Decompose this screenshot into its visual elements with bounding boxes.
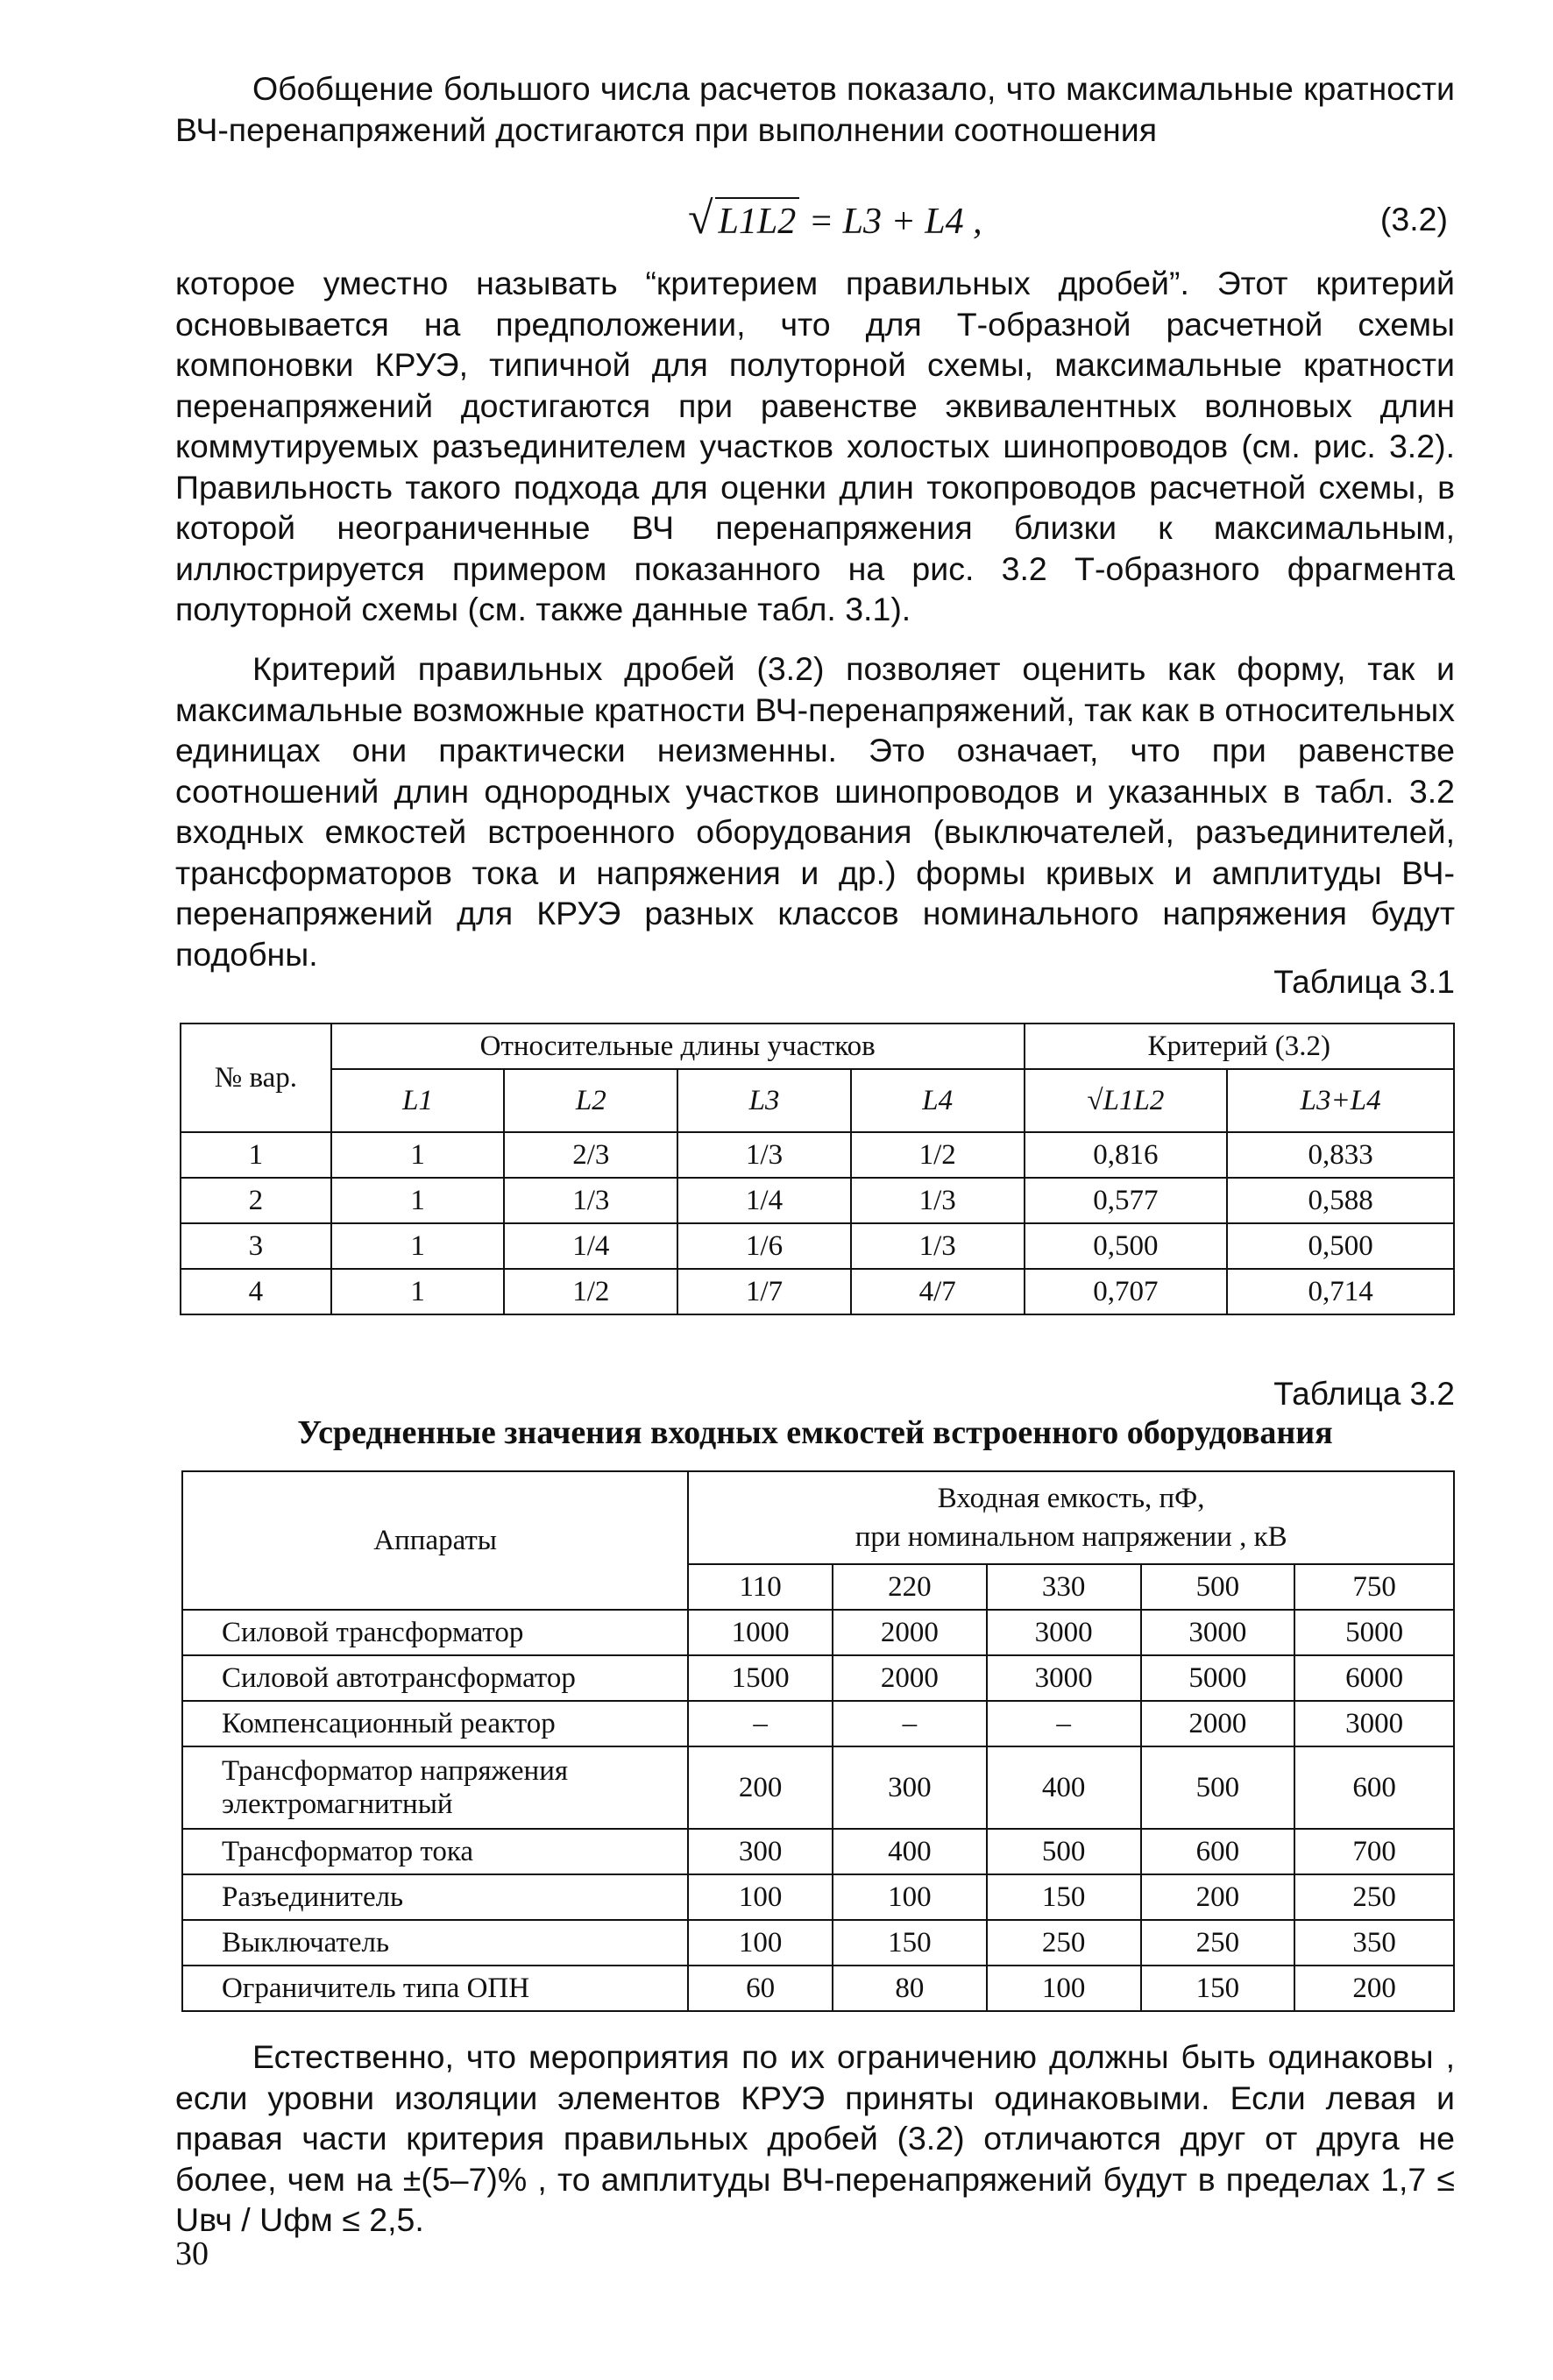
table-cell: 1/7	[677, 1269, 851, 1314]
row-label: Трансформатор напряжения электромагнитный	[182, 1746, 688, 1829]
header-voltage: 330	[987, 1564, 1141, 1610]
table-cell: 80	[833, 1966, 987, 2011]
radical-sign: √	[688, 194, 713, 244]
table-cell: 4/7	[851, 1269, 1025, 1314]
table-cell: 1/2	[851, 1132, 1025, 1178]
row-label: Силовой трансформатор	[182, 1610, 688, 1655]
header-apparatus: Аппараты	[182, 1471, 688, 1610]
table-row	[182, 1829, 1454, 1874]
table-cell: 6000	[1294, 1655, 1454, 1701]
table-cell: 250	[1294, 1874, 1454, 1920]
table-cell: 0,577	[1025, 1178, 1228, 1223]
header-criterion: Критерий (3.2)	[1025, 1024, 1454, 1069]
table-row	[182, 1920, 1454, 1966]
paragraph-text: Естественно, что мероприятия по их ограничению должны быть одинаковы , если уровни изоляции элементов КРУЭ приняты одинаковыми. Если левая и правая части критерия правильных дробей (3.2) отличаются друг от друга не более, чем на ±(5–7)% , то амплитуды ВЧ-перенапряжений будут в пределах 1,7 ≤ Uвч / Uфм ≤ 2,5.	[175, 2038, 1455, 2238]
header-col: L4	[851, 1069, 1025, 1132]
table-cell: 400	[833, 1829, 987, 1874]
table-cell: 1/3	[504, 1178, 677, 1223]
table-3-2	[181, 1470, 1455, 2012]
table-cell: 1	[331, 1178, 505, 1223]
table-cell: 3000	[987, 1610, 1141, 1655]
table-row	[181, 1178, 1454, 1223]
table-cell: 2000	[833, 1610, 987, 1655]
paragraph-text: Обобщение большого числа расчетов показало, что максимальные кратности ВЧ-перенапряжений достигаются при выполнении соотношения	[175, 70, 1455, 148]
table-cell: 1/3	[851, 1223, 1025, 1269]
table-cell: 1000	[688, 1610, 833, 1655]
table-cell: 0,816	[1025, 1132, 1228, 1178]
equation-radicand: L1L2	[715, 197, 800, 244]
row-label: Трансформатор тока	[182, 1829, 688, 1874]
header-line: Входная емкость, пФ,	[937, 1483, 1205, 1514]
table-cell: 500	[1141, 1746, 1295, 1829]
table-3-1-caption: Таблица 3.1	[1273, 964, 1455, 1000]
table-cell: 1	[331, 1132, 505, 1178]
header-col: L3	[677, 1069, 851, 1132]
paragraph-forms	[175, 648, 1455, 974]
table-cell: 2000	[1141, 1701, 1295, 1746]
table-cell: 5000	[1294, 1610, 1454, 1655]
table-row	[181, 1223, 1454, 1269]
page-number: 30	[175, 2235, 209, 2272]
table-cell: 3000	[987, 1655, 1141, 1701]
table-cell: 500	[987, 1829, 1141, 1874]
table-cell: 350	[1294, 1920, 1454, 1966]
table-row	[182, 1966, 1454, 2011]
table-cell: 1/6	[677, 1223, 851, 1269]
header-variant: № вар.	[181, 1024, 331, 1132]
header-voltage: 110	[688, 1564, 833, 1610]
table-cell: 1500	[688, 1655, 833, 1701]
header-voltage: 220	[833, 1564, 987, 1610]
table-cell: 1/4	[504, 1223, 677, 1269]
table-cell: 2	[181, 1178, 331, 1223]
paragraph-conclusion	[175, 2036, 1455, 2241]
table-3-2-title: Усредненные значения входных емкостей встроенного оборудования	[297, 1414, 1333, 1451]
header-relative-lengths: Относительные длины участков	[331, 1024, 1025, 1069]
table-cell: 100	[987, 1966, 1141, 2011]
equation-expression	[688, 191, 982, 247]
equation-number: (3.2)	[1379, 201, 1448, 237]
table-cell: 1	[331, 1269, 505, 1314]
table-cell: 150	[833, 1920, 987, 1966]
table-3-2-caption: Таблица 3.2	[1273, 1376, 1455, 1412]
table-3-1	[180, 1023, 1455, 1315]
table-row	[182, 1655, 1454, 1701]
table-cell: 2000	[833, 1655, 987, 1701]
table-cell: 300	[833, 1746, 987, 1829]
header-voltage: 500	[1141, 1564, 1295, 1610]
row-label: Ограничитель типа ОПН	[182, 1966, 688, 2011]
row-label: Разъединитель	[182, 1874, 688, 1920]
table-cell: 100	[688, 1874, 833, 1920]
table-cell: 3000	[1141, 1610, 1295, 1655]
table-cell: 150	[987, 1874, 1141, 1920]
table-row	[182, 1874, 1454, 1920]
header-input-capacitance	[688, 1471, 1454, 1564]
table-cell: 1/2	[504, 1269, 677, 1314]
table-cell: 600	[1294, 1746, 1454, 1829]
table-cell: 400	[987, 1746, 1141, 1829]
table-cell: 0,833	[1227, 1132, 1454, 1178]
table-cell: 250	[1141, 1920, 1295, 1966]
table-cell: 100	[833, 1874, 987, 1920]
table-cell: 1	[331, 1223, 505, 1269]
row-label: Силовой автотрансформатор	[182, 1655, 688, 1701]
table-cell: 0,588	[1227, 1178, 1454, 1223]
table-cell: 0,500	[1025, 1223, 1228, 1269]
table-cell: 200	[688, 1746, 833, 1829]
table-cell: 60	[688, 1966, 833, 2011]
table-row	[181, 1269, 1454, 1314]
table-cell: –	[987, 1701, 1141, 1746]
paragraph-intro	[175, 68, 1455, 150]
paragraph-criterion	[175, 263, 1455, 630]
table-cell: 100	[688, 1920, 833, 1966]
table-cell: 1/3	[677, 1132, 851, 1178]
table-cell: 200	[1141, 1874, 1295, 1920]
table-cell: 0,500	[1227, 1223, 1454, 1269]
table-cell: 4	[181, 1269, 331, 1314]
table-cell: 1/3	[851, 1178, 1025, 1223]
table-row	[182, 1746, 1454, 1829]
equation-3-2	[175, 191, 1455, 252]
header-col: √L1L2	[1025, 1069, 1228, 1132]
table-cell: 3000	[1294, 1701, 1454, 1746]
table-cell: 150	[1141, 1966, 1295, 2011]
table-cell: –	[833, 1701, 987, 1746]
row-label: Компенсационный реактор	[182, 1701, 688, 1746]
table-cell: 300	[688, 1829, 833, 1874]
table-cell: 0,714	[1227, 1269, 1454, 1314]
header-line: при номинальном напряжении , кВ	[855, 1521, 1287, 1553]
header-col: L3+L4	[1227, 1069, 1454, 1132]
table-cell: 600	[1141, 1829, 1295, 1874]
table-cell: 0,707	[1025, 1269, 1228, 1314]
header-col: L1	[331, 1069, 505, 1132]
table-cell: 200	[1294, 1966, 1454, 2011]
table-cell: 2/3	[504, 1132, 677, 1178]
paragraph-text: Критерий правильных дробей (3.2) позволяет оценить как форму, так и максимальные возможные кратности ВЧ-перенапряжений, так как в относительных единицах они практически неизменны. Это означает, что при равенстве соотношений длин однородных участков шинопроводов и указанных в табл. 3.2 входных емкостей встроенного оборудования (выключателей, разъединителей, трансформаторов тока и напряжения и др.) формы кривых и амплитуды ВЧ-перенапряжений для КРУЭ разных классов номинального напряжения будут подобны.	[175, 650, 1455, 973]
table-cell: 3	[181, 1223, 331, 1269]
table-row	[182, 1610, 1454, 1655]
table-cell: 700	[1294, 1829, 1454, 1874]
header-col: L2	[504, 1069, 677, 1132]
table-row	[181, 1132, 1454, 1178]
paragraph-text: которое уместно называть “критерием правильных дробей”. Этот критерий основывается на предположении, что для Т-образной расчетной схемы компоновки КРУЭ, типичной для полуторной схемы, максимальные кратности перенапряжений достигаются при равенстве эквивалентных волновых длин коммутируемых разъединителем участков холостых шинопроводов (см. рис. 3.2). Правильность такого подхода для оценки длин токопроводов расчетной схемы, в которой неограниченные ВЧ перенапряжения близки к максимальным, иллюстрируется примером показанного на рис. 3.2 Т-образного фрагмента полуторной схемы (см. также данные табл. 3.1).	[175, 265, 1455, 627]
row-label: Выключатель	[182, 1920, 688, 1966]
table-cell: –	[688, 1701, 833, 1746]
table-cell: 1/4	[677, 1178, 851, 1223]
equation-rhs: = L3 + L4 ,	[808, 202, 982, 242]
table-cell: 250	[987, 1920, 1141, 1966]
table-row	[182, 1701, 1454, 1746]
table-cell: 1	[181, 1132, 331, 1178]
header-voltage: 750	[1294, 1564, 1454, 1610]
table-cell: 5000	[1141, 1655, 1295, 1701]
